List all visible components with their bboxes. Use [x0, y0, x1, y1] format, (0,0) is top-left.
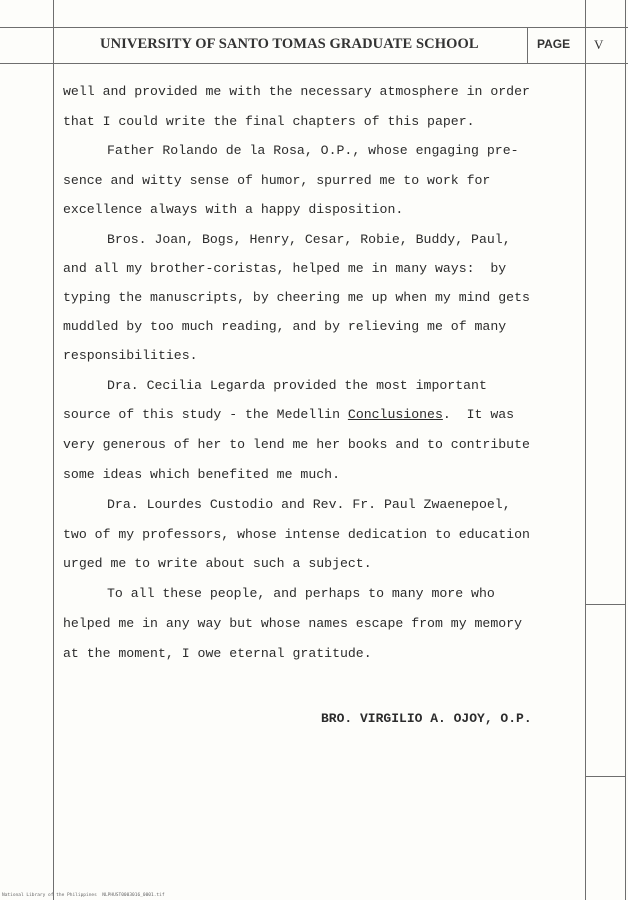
body-line: muddled by too much reading, and by relieving me of many — [63, 319, 507, 334]
body-line: excellence always with a happy disposition. — [63, 202, 404, 217]
body-line: urged me to write about such a subject. — [63, 556, 372, 571]
header-rule — [0, 63, 628, 64]
body-line: Dra. Cecilia Legarda provided the most important — [107, 378, 487, 393]
body-line: Father Rolando de la Rosa, O.P., whose engaging pre- — [107, 143, 519, 158]
body-line: very generous of her to lend me her books and to contribute — [63, 437, 530, 452]
scan-footer: National Library of the Philippines NLPHUST0003016_0001.tif — [2, 893, 165, 898]
body-line: well and provided me with the necessary atmosphere in order — [63, 84, 530, 99]
body-line: helped me in any way but whose names escape from my memory — [63, 616, 522, 631]
conclusiones-title: Conclusiones — [347, 407, 443, 422]
body-line: at the moment, I owe eternal gratitude. — [63, 646, 372, 661]
body-line: To all these people, and perhaps to many more who — [107, 586, 495, 601]
body-line: typing the manuscripts, by cheering me up when my mind gets — [63, 290, 530, 305]
body-line: Dra. Lourdes Custodio and Rev. Fr. Paul Zwaenepoel, — [107, 497, 511, 512]
body-line-source — [63, 407, 514, 423]
body-line: two of my professors, whose intense dedication to education — [63, 527, 530, 542]
margin-tick — [586, 776, 626, 777]
margin-tick — [586, 604, 626, 605]
body-line: responsibilities. — [63, 348, 198, 363]
body-line: that I could write the final chapters of this paper. — [63, 114, 475, 129]
page-header-title: UNIVERSITY OF SANTO TOMAS GRADUATE SCHOOL — [100, 36, 479, 52]
source-text-after: . It was — [442, 407, 515, 422]
body-line: Bros. Joan, Bogs, Henry, Cesar, Robie, Buddy, Paul, — [107, 232, 511, 247]
left-margin-rule — [53, 0, 54, 900]
page-label: PAGE — [537, 37, 571, 51]
top-rule — [0, 27, 628, 28]
right-edge-rule — [625, 0, 626, 900]
body-line: some ideas which benefited me much. — [63, 467, 340, 482]
right-margin-rule — [585, 0, 586, 900]
source-text-before: source of this study - the Medellin — [63, 407, 348, 422]
page-box-divider — [527, 27, 528, 63]
body-line: sence and witty sense of humor, spurred me to work for — [63, 173, 491, 188]
signature: BRO. VIRGILIO A. OJOY, O.P. — [321, 711, 532, 726]
body-line: and all my brother-coristas, helped me in many ways: by — [63, 261, 507, 276]
page-number: V — [594, 37, 604, 52]
